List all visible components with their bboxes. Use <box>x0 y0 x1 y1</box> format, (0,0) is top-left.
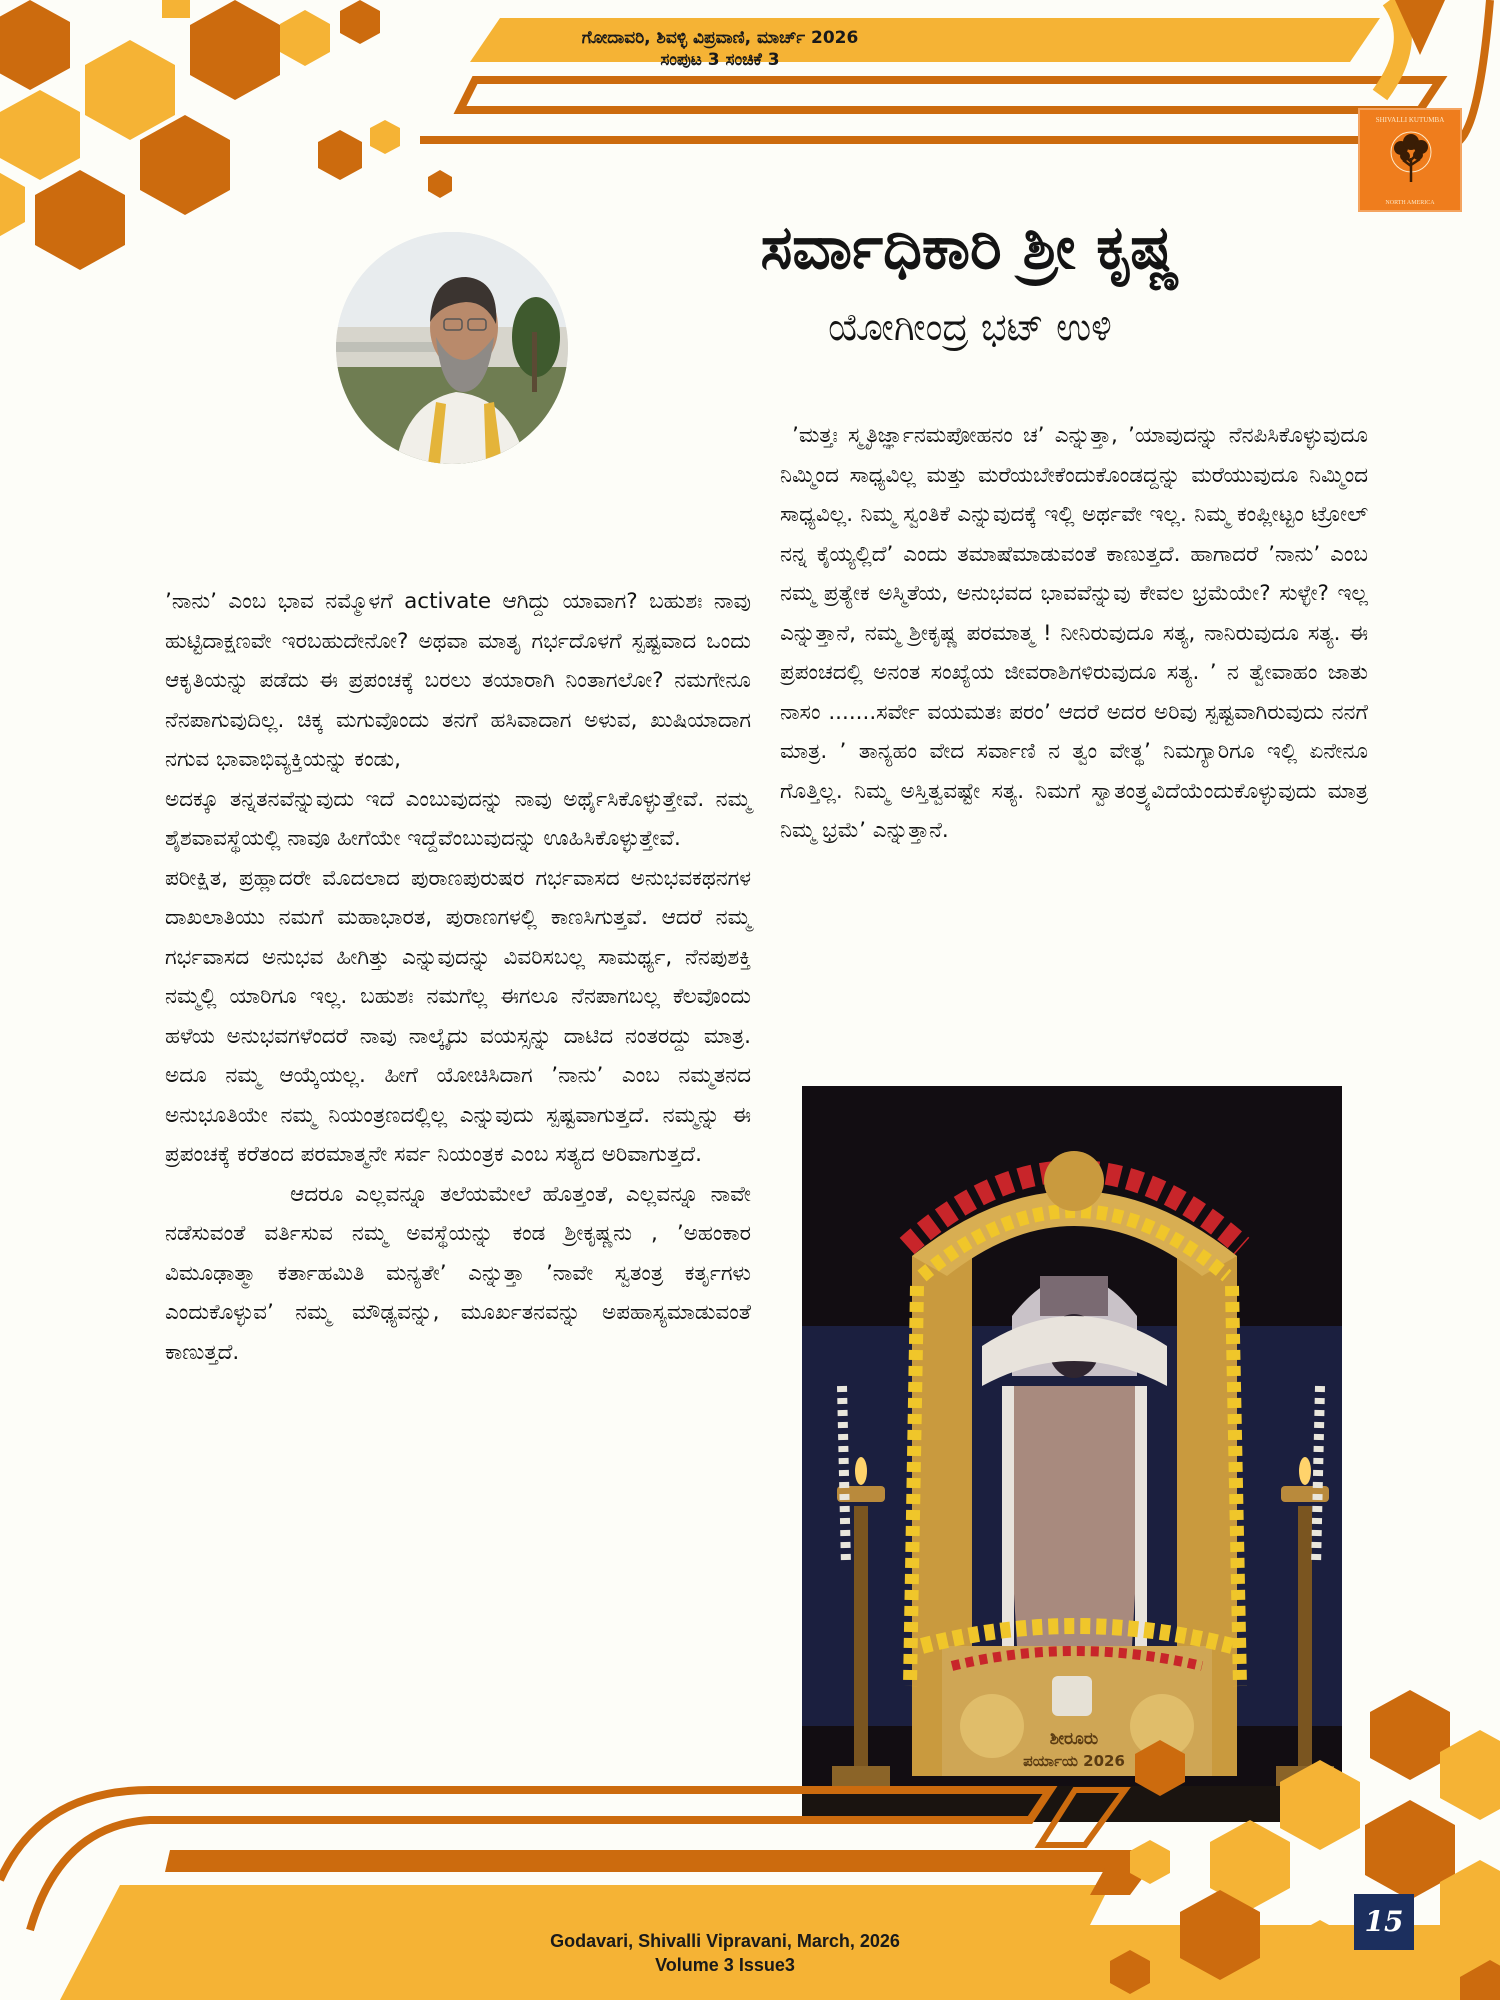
shivalli-kutumba-logo <box>1358 108 1462 212</box>
logo-brand-text: SHIVALLI KUTUMBA <box>1375 116 1445 124</box>
author-photo <box>336 232 568 464</box>
article-left-column <box>165 582 751 1372</box>
logo-tagline: NORTH AMERICA <box>1385 200 1435 206</box>
page-number: 15 <box>1354 1894 1414 1950</box>
article-author: ಯೋಗೀಂದ್ರ ಭಟ್ ಉಳಿ <box>828 305 1112 349</box>
article-right-column <box>780 416 1368 851</box>
paragraph: ಅದಕ್ಕೂ ತನ್ನತನವೆನ್ನುವುದು ಇದೆ ಎಂಬುವುದನ್ನು ನಾವು ಅರ್ಥೈಸಿಕೊಳ್ಳುತ್ತೇವೆ. ನಮ್ಮ ಶೈಶವಾವಸ್ಥೆಯಲ್ಲಿ ನಾವೂ ಹೀಗೆಯೇ ಇದ್ದೆವೆಂಬುವುದನ್ನು ಊಹಿಸಿಕೊಳ್ಳುತ್ತೇವೆ. <box>165 786 751 851</box>
header-title-kannada: ಗೋದಾವರಿ, ಶಿವಳ್ಳಿ ವಿಪ್ರವಾಣಿ, ಮಾರ್ಚ್ 2026 <box>581 28 859 48</box>
footer-volume: Volume 3 Issue3 <box>655 1955 795 1975</box>
plaque-text-line2: ಪರ್ಯಾಯ 2026 <box>1023 1752 1125 1770</box>
plaque-text-line1: ಶೀರೂರು <box>1049 1729 1099 1749</box>
article-title: ಸರ್ವಾಧಿಕಾರಿ ಶ್ರೀ ಕೃಷ್ಣ <box>760 213 1180 283</box>
header-volume-kannada: ಸಂಪುಟ 3 ಸಂಚಿಕೆ 3 <box>660 50 780 70</box>
footer-publication: Godavari, Shivalli Vipravani, March, 2026 <box>550 1931 900 1951</box>
hexagon-cluster-top-left <box>0 0 452 270</box>
header-stripes <box>420 0 1490 140</box>
paragraph: ಆದರೂ ಎಲ್ಲವನ್ನೂ ತಲೆಯಮೇಲೆ ಹೊತ್ತಂತೆ, ಎಲ್ಲವನ್ನೂ ನಾವೇ ನಡೆಸುವಂತೆ ವರ್ತಿಸುವ ನಮ್ಮ ಅವಸ್ಥೆಯನ್ನು ಕಂಡ ಶ್ರೀಕೃಷ್ಣನು , ’ಅಹಂಕಾರ ವಿಮೂಢಾತ್ಮಾ ಕರ್ತಾಹಮಿತಿ ಮನ್ಯತೇ’ ಎನ್ನುತ್ತಾ ’ನಾವೇ ಸ್ವತಂತ್ರ ಕರ್ತೃಗಳು ಎಂದುಕೊಳ್ಳುವ’ ನಮ್ಮ ಮೌಢ್ಯವನ್ನು, ಮೂರ್ಖತನವನ್ನು ಅಪಹಾಸ್ಯಮಾಡುವಂತೆ ಕಾಣುತ್ತದೆ. <box>165 1181 751 1365</box>
paragraph: ಪರೀಕ್ಷಿತ, ಪ್ರಹ್ಲಾದರೇ ಮೊದಲಾದ ಪುರಾಣಪುರುಷರ ಗರ್ಭವಾಸದ ಅನುಭವಕಥನಗಳ ದಾಖಲಾತಿಯು ನಮಗೆ ಮಹಾಭಾರತ, ಪುರಾಣಗಳಲ್ಲಿ ಕಾಣಸಿಗುತ್ತವೆ. ಆದರೆ ನಮ್ಮ ಗರ್ಭವಾಸದ ಅನುಭವ ಹೀಗಿತ್ತು ಎನ್ನುವುದನ್ನು ವಿವರಿಸಬಲ್ಲ ಸಾಮರ್ಥ್ಯ, ನೆನಪುಶಕ್ತಿ ನಮ್ಮಲ್ಲಿ ಯಾರಿಗೂ ಇಲ್ಲ. ಬಹುಶಃ ನಮಗೆಲ್ಲ ಈಗಲೂ ನೆನಪಾಗಬಲ್ಲ ಕೆಲವೊಂದು ಹಳೆಯ ಅನುಭವಗಳೆಂದರೆ ನಾವು ನಾಲ್ಕೈದು ವಯಸ್ಸನ್ನು ದಾಟಿದ ನಂತರದ್ದು ಮಾತ್ರ. ಅದೂ ನಮ್ಮ ಆಯ್ಕೆಯಲ್ಲ. ಹೀಗೆ ಯೋಚಿಸಿದಾಗ ’ನಾನು’ ಎಂಬ ನಮ್ಮತನದ ಅನುಭೂತಿಯೇ ನಮ್ಮ ನಿಯಂತ್ರಣದಲ್ಲಿಲ್ಲ ಎನ್ನುವುದು ಸ್ಪಷ್ಟವಾಗುತ್ತದೆ. ನಮ್ಮನ್ನು ಈ ಪ್ರಪಂಚಕ್ಕೆ ಕರೆತಂದ ಪರಮಾತ್ಮನೇ ಸರ್ವ ನಿಯಂತ್ರಕ ಎಂಬ ಸತ್ಯದ ಅರಿವಾಗುತ್ತದೆ. <box>165 865 751 1167</box>
tree-icon <box>1387 130 1435 188</box>
paragraph: ’ನಾನು’ ಎಂಬ ಭಾವ ನಮ್ಮೊಳಗೆ activate ಆಗಿದ್ದು ಯಾವಾಗ? ಬಹುಶಃ ನಾವು ಹುಟ್ಟಿದಾಕ್ಷಣವೇ ಇರಬಹುದೇನೋ? ಅಥವಾ ಮಾತೃ ಗರ್ಭದೊಳಗೆ ಸ್ಪಷ್ಟವಾದ ಒಂದು ಆಕೃತಿಯನ್ನು ಪಡೆದು ಈ ಪ್ರಪಂಚಕ್ಕೆ ಬರಲು ತಯಾರಾಗಿ ನಿಂತಾಗಲೋ? ನಮಗೇನೂ ನೆನಪಾಗುವುದಿಲ್ಲ. ಚಿಕ್ಕ ಮಗುವೊಂದು ತನಗೆ ಹಸಿವಾದಾಗ ಅಳುವ, ಖುಷಿಯಾದಾಗ ನಗುವ ಭಾವಾಭಿವ್ಯಕ್ತಿಯನ್ನು ಕಂಡು, <box>165 589 751 772</box>
paragraph: ’ಮತ್ತಃ ಸ್ಮೃತಿರ್ಜ್ಞಾನಮಪೋಹನಂ ಚ’ ಎನ್ನುತ್ತಾ, ’ಯಾವುದನ್ನು ನೆನಪಿಸಿಕೊಳ್ಳುವುದೂ ನಿಮ್ಮಿಂದ ಸಾಧ್ಯವಿಲ್ಲ ಮತ್ತು ಮರೆಯಬೇಕೆಂದುಕೊಂಡದ್ದನ್ನು ಮರೆಯುವುದೂ ನಿಮ್ಮಿಂದ ಸಾಧ್ಯವಿಲ್ಲ. ನಿಮ್ಮ ಸ್ವಂತಿಕೆ ಎನ್ನುವುದಕ್ಕೆ ಇಲ್ಲಿ ಅರ್ಥವೇ ಇಲ್ಲ. ನಿಮ್ಮ ಕಂಪ್ಲೀಟ್ಟಂ ಟ್ರೋಲ್ ನನ್ನ ಕೈಯ್ಯಲ್ಲಿದೆ’ ಎಂದು ತಮಾಷೆಮಾಡುವಂತೆ ಕಾಣುತ್ತದೆ. ಹಾಗಾದರೆ ’ನಾನು’ ಎಂಬ ನಮ್ಮ ಪ್ರತ್ಯೇಕ ಅಸ್ಮಿತೆಯ, ಅನುಭವದ ಭಾವವೆನ್ನುವು ಕೇವಲ ಭ್ರಮೆಯೇ? ಸುಳ್ಳೇ? ಇಲ್ಲ ಎನ್ನುತ್ತಾನೆ, ನಮ್ಮ ಶ್ರೀಕೃಷ್ಣ ಪರಮಾತ್ಮ ! ನೀನಿರುವುದೂ ಸತ್ಯ, ನಾನಿರುವುದೂ ಸತ್ಯ. ಈ ಪ್ರಪಂಚದಲ್ಲಿ ಅನಂತ ಸಂಖ್ಯೆಯ ಜೀವರಾಶಿಗಳಿರುವುದೂ ಸತ್ಯ. ’ ನ ತ್ವೇವಾಹಂ ಜಾತು ನಾಸಂ .......ಸರ್ವೇ ವಯಮತಃ ಪರಂ’ ಆದರೆ ಅದರ ಅರಿವು ಸ್ಪಷ್ಟವಾಗಿರುವುದು ನನಗೆ ಮಾತ್ರ. ’ ತಾನ್ಯಹಂ ವೇದ ಸರ್ವಾಣಿ ನ ತ್ವಂ ವೇತ್ಥ’ ನಿಮಗ್ಯಾರಿಗೂ ಇಲ್ಲಿ ಏನೇನೂ ಗೊತ್ತಿಲ್ಲ. ನಿಮ್ಮ ಅಸ್ತಿತ್ವವಷ್ಟೇ ಸತ್ಯ. ನಿಮಗೆ ಸ್ವಾತಂತ್ರ್ಯವಿದೆಯೆಂದುಕೊಳ್ಳುವುದು ಮಾತ್ರ ನಿಮ್ಮ ಭ್ರಮೆ’ ಎನ್ನುತ್ತಾನೆ. <box>780 423 1368 843</box>
